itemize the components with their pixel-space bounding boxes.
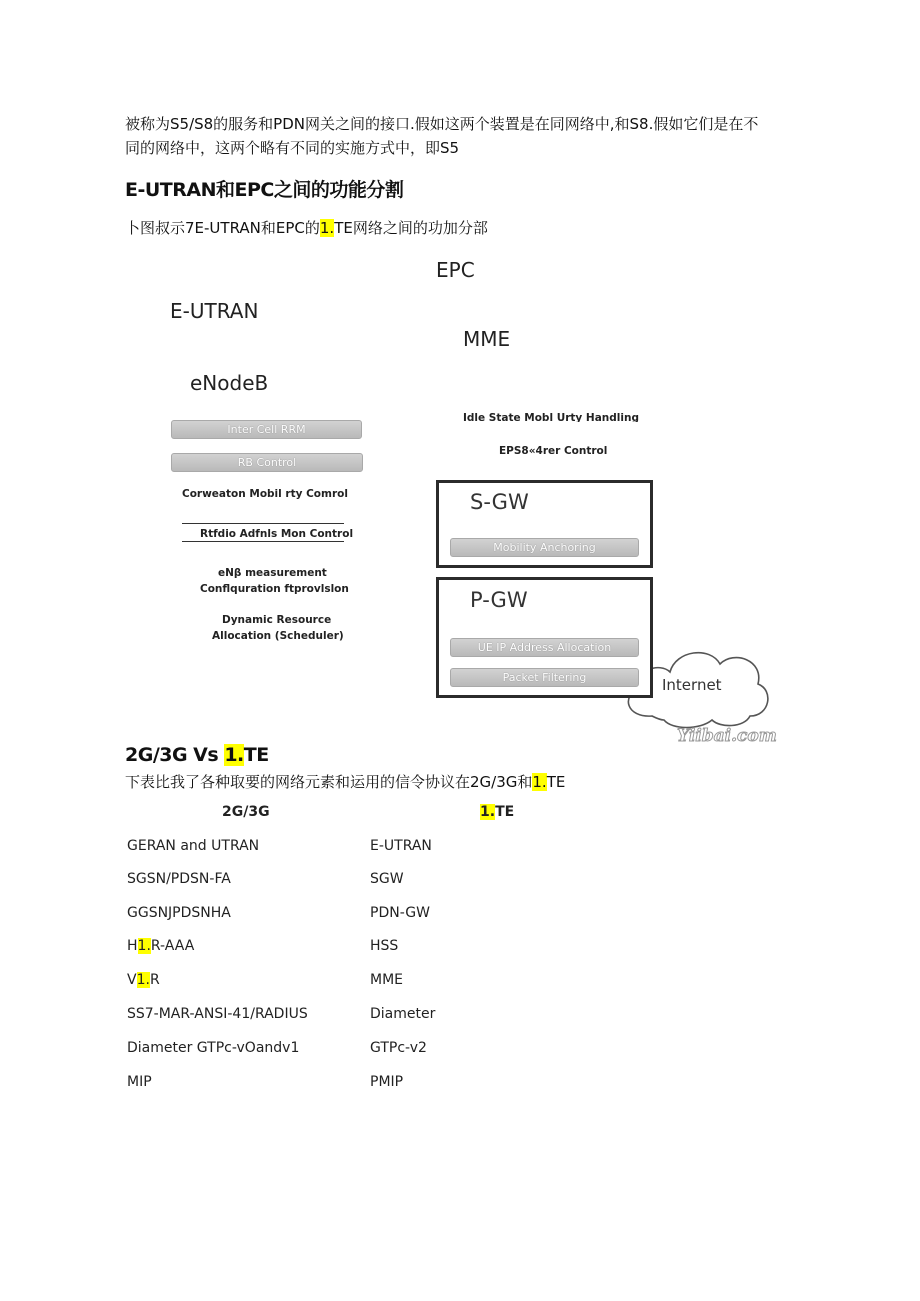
table-row-5-col2: MME [370, 972, 404, 988]
row5-suffix: R [149, 972, 160, 988]
divider-bottom [182, 541, 344, 542]
sgw-box [436, 480, 653, 568]
table-row-1-col1: GERAN and UTRAN [127, 838, 260, 854]
enodeb-label: eNodeB [190, 371, 269, 395]
table-row-6-col1: SS7-MAR-ANSI-41/RADIUS [127, 1006, 308, 1022]
comparison-desc-after: TE [546, 773, 566, 791]
table-row-2-col1: SGSN/PDSN-FA [127, 871, 231, 887]
sgw-title: S-GW [470, 490, 529, 514]
row5-highlight: 1. [136, 972, 150, 988]
section-heading-comparison [125, 744, 269, 766]
col2-header [480, 804, 514, 820]
table-row-1-col2: E-UTRAN [370, 838, 432, 854]
pgw-title: P-GW [470, 588, 528, 612]
desc-text-before: 卜图叔示7E-UTRAN和EPC的 [125, 219, 320, 237]
desc-text-after: TE网络之间的功加分部 [334, 219, 488, 237]
epc-label: EPC [436, 258, 475, 282]
radio-admission-control: Rtfdio Adfnls Mon Control [200, 528, 354, 540]
heading-highlight: 1. [224, 744, 244, 766]
ue-ip-allocation-bar: UE IP Address Allocation [450, 638, 639, 657]
pgw-box [436, 577, 653, 698]
table-row-3-col1: GGSNJPDSNHA [127, 905, 231, 921]
section-heading-functional-split: E-UTRAN和EPC之间的功能分割 [125, 179, 404, 201]
section-description [125, 216, 488, 240]
row4-prefix: H [127, 938, 138, 954]
measurement-config-line-1: eNβ measurement [218, 567, 327, 579]
mme-label: MME [463, 327, 511, 351]
table-row-3-col2: PDN-GW [370, 905, 430, 921]
table-row-8-col2: PMIP [370, 1074, 404, 1090]
packet-filtering-bar: Packet Filtering [450, 668, 639, 687]
table-row-7-col1: Diameter GTPc-vOandv1 [127, 1040, 300, 1056]
row4-highlight: 1. [137, 938, 151, 954]
mobility-anchoring-bar: Mobility Anchoring [450, 538, 639, 557]
internet-label: Internet [662, 676, 722, 694]
col2-header-highlight: 1. [480, 804, 496, 820]
table-row-4-col1 [127, 938, 194, 954]
col1-header: 2G/3G [222, 804, 270, 820]
table-row-4-col2: HSS [370, 938, 399, 954]
table-row-7-col2: GTPc-v2 [370, 1040, 427, 1056]
comparison-desc-highlight: 1. [532, 773, 547, 791]
row5-prefix: V [127, 972, 137, 988]
table-row-5-col1 [127, 972, 160, 988]
divider-top [182, 523, 344, 524]
table-row-6-col2: Diameter [370, 1006, 436, 1022]
comparison-desc-before: 下表比我了各种取要的网络元素和运用的信令协议在2G/3G和 [125, 773, 533, 791]
inter-cell-rrm-bar: Inter Cell RRM [171, 420, 362, 439]
desc-highlight: 1. [319, 219, 335, 237]
eps-bearer-control: EPS8«4rer Control [499, 445, 608, 457]
row4-suffix: R-AAA [150, 938, 195, 954]
rb-control-bar: RB Control [171, 453, 363, 472]
intro-line-2: 同的网络中，这两个略有不同的实施方式中，即S5 [125, 139, 460, 157]
col2-header-text: TE [495, 804, 515, 820]
table-row-2-col2: SGW [370, 871, 404, 887]
idle-state-mobility-handling: Idle State Mobl Urty Handling [463, 412, 639, 422]
connection-mobility-control: Corweaton Mobil rty Comrol [182, 488, 348, 500]
dynamic-resource-line-2: Allocation (Scheduler) [212, 630, 344, 642]
heading-text-after: TE [243, 744, 269, 766]
heading-text-before: 2G/3G Vs [125, 744, 225, 766]
eutran-label: E-UTRAN [170, 299, 259, 323]
dynamic-resource-line-1: Dynamic Resource [222, 614, 332, 626]
measurement-config-line-2: Conflquration ftprovlslon [200, 583, 349, 595]
intro-line-1: 被称为S5/S8的服务和PDN网关之间的接口.假如这两个装置是在同网络中,和S8.假如它们是在不 [125, 115, 759, 133]
table-row-8-col1: MIP [127, 1074, 152, 1090]
comparison-description [125, 770, 565, 794]
watermark-logo: Yiibai.com [677, 726, 777, 746]
